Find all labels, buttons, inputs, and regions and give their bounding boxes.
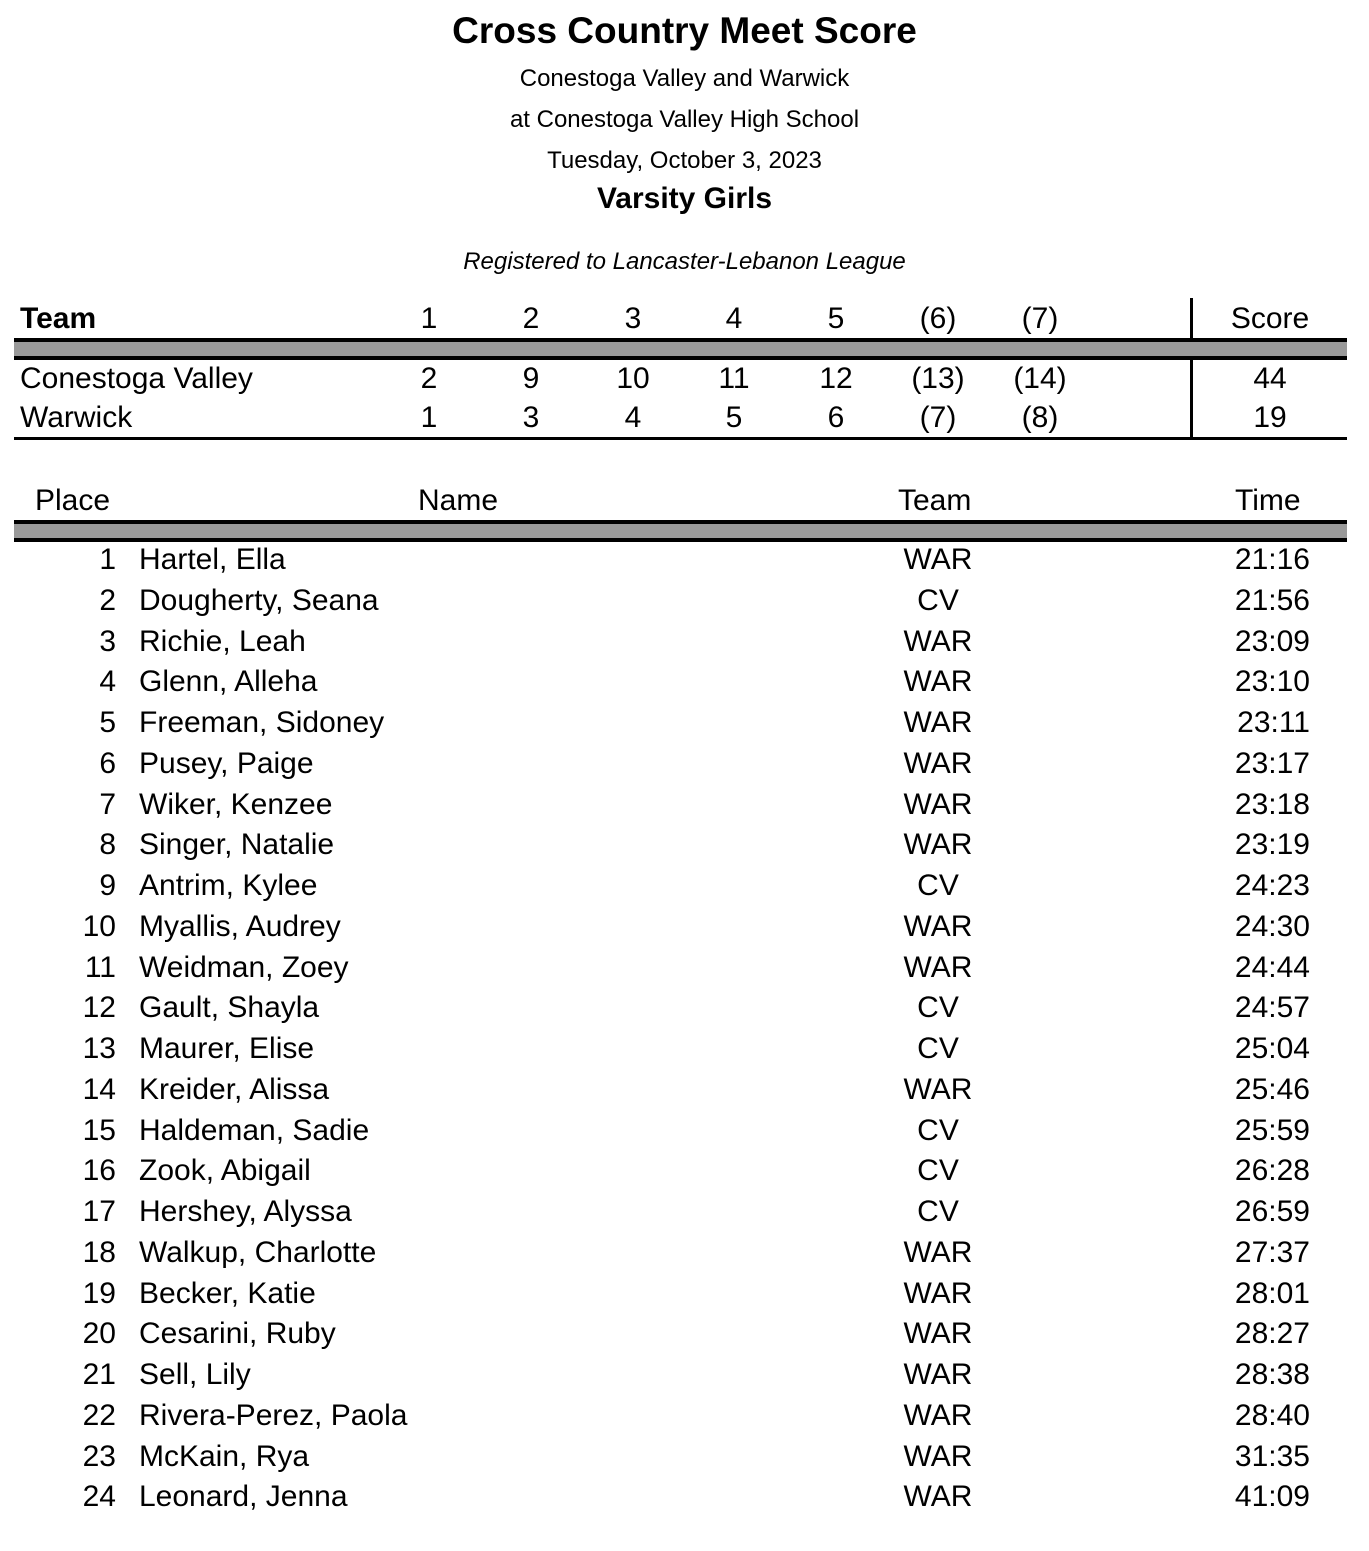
team-name: Conestoga Valley: [20, 362, 253, 395]
athlete-name: Dougherty, Seana: [139, 583, 379, 617]
results-header-band: [14, 520, 1347, 542]
athlete-name: Rivera-Perez, Paola: [139, 1398, 408, 1432]
team-score: 19: [1253, 401, 1287, 434]
result-row: [0, 747, 1369, 787]
place-7: (14): [1013, 362, 1067, 395]
finish-time: 24:57: [1234, 991, 1310, 1025]
team-code: WAR: [903, 909, 973, 943]
place-number: 19: [82, 1276, 116, 1310]
place-number: 24: [82, 1480, 116, 1514]
athlete-name: Weidman, Zoey: [139, 950, 349, 984]
place-number: 22: [82, 1398, 116, 1432]
finish-time: 24:44: [1234, 950, 1310, 984]
place-number: 15: [82, 1113, 116, 1147]
team-code: WAR: [903, 1439, 973, 1473]
place-3: 4: [624, 401, 642, 434]
meet-venue: at Conestoga Valley High School: [509, 106, 860, 133]
finish-time: 23:09: [1234, 624, 1310, 658]
result-row: [0, 584, 1369, 624]
team-code: WAR: [903, 1317, 973, 1351]
result-row: [0, 543, 1369, 583]
result-row: [0, 1032, 1369, 1072]
team-name: Warwick: [20, 401, 133, 434]
place-number: 10: [82, 909, 116, 943]
col-time: Time: [1235, 484, 1301, 517]
place-number: 20: [82, 1317, 116, 1351]
athlete-name: Cesarini, Ruby: [139, 1317, 336, 1351]
team-code: WAR: [903, 1072, 973, 1106]
finish-time: 23:11: [1237, 706, 1310, 739]
team-score-row: [0, 362, 1369, 402]
result-row: [0, 1317, 1369, 1357]
place-number: 1: [99, 543, 116, 576]
finish-time: 25:04: [1234, 1032, 1310, 1065]
team-score-header: [0, 302, 1369, 342]
team-code: WAR: [903, 1398, 973, 1432]
finish-time: 26:59: [1234, 1195, 1310, 1228]
athlete-name: Becker, Katie: [139, 1276, 316, 1310]
team-code: CV: [917, 1032, 959, 1065]
finish-time: 31:35: [1234, 1439, 1310, 1473]
athlete-name: Kreider, Alissa: [139, 1072, 330, 1106]
place-6: (7): [919, 401, 957, 434]
place-4: 11: [718, 362, 750, 395]
finish-time: 25:59: [1234, 1113, 1310, 1147]
place-5: 12: [819, 362, 853, 395]
results-header: [0, 484, 1369, 520]
team-code: WAR: [903, 828, 973, 862]
athlete-name: Hartel, Ella: [139, 543, 286, 576]
place-number: 18: [82, 1235, 116, 1269]
col-place: Place: [35, 484, 111, 517]
athlete-name: Hershey, Alyssa: [139, 1195, 352, 1228]
team-score-row: [0, 401, 1369, 441]
result-row: [0, 1073, 1369, 1113]
col-1: 1: [420, 302, 438, 335]
result-row: [0, 1440, 1369, 1480]
col-score: Score: [1230, 302, 1310, 335]
athlete-name: Gault, Shayla: [139, 991, 320, 1025]
result-row: [0, 951, 1369, 991]
league-note: Registered to Lancaster-Lebanon League: [463, 248, 906, 275]
place-3: 10: [616, 362, 650, 395]
place-number: 23: [82, 1439, 116, 1473]
place-number: 3: [99, 624, 116, 658]
team-code: WAR: [903, 787, 973, 821]
athlete-name: Antrim, Kylee: [139, 869, 318, 902]
place-2: 9: [522, 362, 540, 395]
athlete-name: Wiker, Kenzee: [139, 787, 333, 821]
team-code: WAR: [903, 950, 973, 984]
place-number: 11: [84, 950, 116, 984]
col-name: Name: [418, 484, 499, 517]
team-code: WAR: [903, 1358, 973, 1391]
athlete-name: Myallis, Audrey: [139, 909, 341, 943]
athlete-name: Pusey, Paige: [139, 746, 314, 780]
finish-time: 27:37: [1234, 1235, 1310, 1269]
team-score: 44: [1253, 362, 1287, 395]
place-2: 3: [522, 401, 540, 434]
place-number: 14: [82, 1072, 116, 1106]
athlete-name: Richie, Leah: [139, 624, 306, 658]
finish-time: 28:01: [1234, 1276, 1310, 1310]
place-number: 13: [82, 1032, 116, 1065]
result-row: [0, 665, 1369, 705]
athlete-name: Leonard, Jenna: [139, 1480, 348, 1514]
finish-time: 28:27: [1234, 1317, 1310, 1351]
finish-time: 28:38: [1234, 1358, 1310, 1391]
team-code: CV: [917, 1154, 959, 1188]
result-row: [0, 991, 1369, 1031]
team-code: CV: [917, 1195, 959, 1228]
team-code: WAR: [903, 1235, 973, 1269]
finish-time: 23:17: [1234, 746, 1310, 780]
finish-time: 21:16: [1234, 543, 1310, 576]
col-4: 4: [725, 302, 743, 335]
place-number: 2: [99, 583, 116, 617]
place-number: 9: [99, 869, 116, 902]
place-number: 16: [82, 1154, 116, 1188]
place-number: 7: [99, 787, 116, 821]
page-title: Cross Country Meet Score: [452, 10, 917, 51]
col-team: Team: [20, 302, 97, 335]
team-code: CV: [917, 583, 959, 617]
finish-time: 23:10: [1234, 665, 1310, 699]
athlete-name: Sell, Lily: [139, 1358, 251, 1391]
result-row: [0, 625, 1369, 665]
finish-time: 23:18: [1234, 787, 1310, 821]
athlete-name: Freeman, Sidoney: [139, 706, 385, 739]
finish-time: 26:28: [1234, 1154, 1310, 1188]
team-code: WAR: [903, 1276, 973, 1310]
finish-time: 24:23: [1234, 869, 1310, 902]
athlete-name: Walkup, Charlotte: [139, 1235, 377, 1269]
place-1: 1: [420, 401, 438, 434]
col-6: (6): [919, 302, 957, 335]
finish-time: 23:19: [1234, 828, 1310, 862]
result-row: [0, 1277, 1369, 1317]
result-row: [0, 788, 1369, 828]
team-code: CV: [917, 1113, 959, 1147]
place-number: 5: [99, 706, 116, 739]
place-6: (13): [911, 362, 965, 395]
athlete-name: Glenn, Alleha: [139, 665, 318, 699]
finish-time: 28:40: [1234, 1398, 1310, 1432]
finish-time: 24:30: [1234, 909, 1310, 943]
place-number: 6: [99, 746, 116, 780]
meet-teams: Conestoga Valley and Warwick: [519, 65, 850, 92]
header-band: [14, 338, 1347, 360]
athlete-name: Singer, Natalie: [139, 828, 335, 862]
result-row: [0, 869, 1369, 909]
athlete-name: McKain, Rya: [139, 1439, 310, 1473]
place-number: 12: [82, 991, 116, 1025]
finish-time: 21:56: [1234, 583, 1310, 617]
result-row: [0, 910, 1369, 950]
team-code: WAR: [903, 665, 973, 699]
result-row: [0, 1154, 1369, 1194]
result-row: [0, 1236, 1369, 1276]
table-bottom-rule: [14, 437, 1347, 440]
team-code: WAR: [903, 1480, 973, 1514]
col-2: 2: [522, 302, 540, 335]
athlete-name: Haldeman, Sadie: [139, 1113, 370, 1147]
meet-date: Tuesday, October 3, 2023: [547, 147, 822, 174]
team-code: WAR: [903, 543, 973, 576]
team-code: CV: [917, 869, 959, 902]
place-number: 17: [82, 1195, 116, 1228]
athlete-name: Maurer, Elise: [139, 1032, 315, 1065]
place-1: 2: [420, 362, 438, 395]
result-row: [0, 1480, 1369, 1520]
place-number: 21: [82, 1358, 116, 1391]
result-row: [0, 1399, 1369, 1439]
place-4: 5: [725, 401, 743, 434]
team-code: WAR: [903, 624, 973, 658]
result-row: [0, 706, 1369, 746]
col-7: (7): [1021, 302, 1059, 335]
place-number: 4: [99, 665, 116, 699]
place-number: 8: [99, 828, 116, 862]
place-7: (8): [1021, 401, 1059, 434]
result-row: [0, 1114, 1369, 1154]
team-code: CV: [917, 991, 959, 1025]
result-row: [0, 1195, 1369, 1235]
place-5: 6: [827, 401, 845, 434]
result-row: [0, 828, 1369, 868]
athlete-name: Zook, Abigail: [139, 1154, 311, 1188]
col-team: Team: [898, 484, 972, 517]
division-title: Varsity Girls: [596, 182, 773, 215]
team-code: WAR: [903, 746, 973, 780]
col-3: 3: [624, 302, 642, 335]
team-code: WAR: [903, 706, 973, 739]
finish-time: 25:46: [1234, 1072, 1310, 1106]
finish-time: 41:09: [1234, 1480, 1310, 1514]
result-row: [0, 1358, 1369, 1398]
col-5: 5: [827, 302, 845, 335]
